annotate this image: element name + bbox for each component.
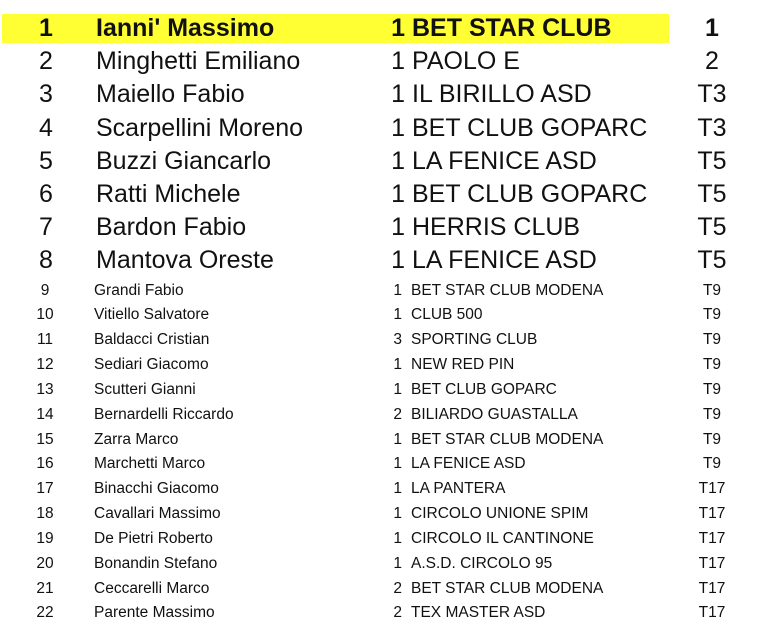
player-name-cell: Binacchi Giacomo xyxy=(94,480,219,498)
club-name-cell: BET STAR CLUB MODENA xyxy=(411,579,604,597)
table-row xyxy=(0,451,767,476)
position-cell: 21 xyxy=(36,579,54,597)
table-row xyxy=(0,78,767,111)
result-cell: T9 xyxy=(702,430,722,448)
table-row xyxy=(0,112,767,145)
number-cell: 1 xyxy=(391,113,405,142)
position-cell: 18 xyxy=(36,505,54,523)
player-name-cell: Scarpellini Moreno xyxy=(96,113,304,142)
club-name-cell: HERRIS CLUB xyxy=(412,213,581,242)
result-cell: T17 xyxy=(698,480,726,498)
table-row xyxy=(0,352,767,377)
result-cell: 1 xyxy=(705,14,719,42)
club-name-cell: BET CLUB GOPARC xyxy=(411,380,557,398)
club-name-cell: BET CLUB GOPARC xyxy=(412,179,648,208)
table-row xyxy=(0,476,767,501)
result-cell: T9 xyxy=(702,380,722,398)
position-cell: 6 xyxy=(39,179,53,208)
number-cell: 1 xyxy=(393,281,402,299)
club-name-cell: LA PANTERA xyxy=(411,480,506,498)
table-row xyxy=(0,377,767,402)
player-name-cell: Scutteri Gianni xyxy=(94,380,196,398)
position-cell: 16 xyxy=(36,455,54,473)
player-name-cell: Minghetti Emiliano xyxy=(96,47,301,76)
position-cell: 4 xyxy=(39,113,53,142)
table-row xyxy=(0,576,767,601)
player-name-cell: Mantova Oreste xyxy=(96,246,274,275)
number-cell: 1 xyxy=(391,246,405,275)
table-row xyxy=(0,501,767,526)
club-name-cell: BET CLUB GOPARC xyxy=(412,113,648,142)
ranking-table xyxy=(0,12,767,625)
club-name-cell: BET STAR CLUB MODENA xyxy=(411,430,604,448)
number-cell: 1 xyxy=(391,14,405,42)
club-name-cell: LA FENICE ASD xyxy=(412,146,597,175)
table-row xyxy=(0,327,767,352)
result-cell: T5 xyxy=(697,246,727,275)
result-cell: T17 xyxy=(698,579,726,597)
table-row xyxy=(0,427,767,452)
club-name-cell: LA FENICE ASD xyxy=(411,455,526,473)
table-row xyxy=(0,302,767,327)
club-name-cell: NEW RED PIN xyxy=(411,356,515,374)
number-cell: 1 xyxy=(391,213,405,242)
position-cell: 8 xyxy=(39,246,53,275)
result-cell: T17 xyxy=(698,554,726,572)
result-cell: T5 xyxy=(697,213,727,242)
club-name-cell: CIRCOLO UNIONE SPIM xyxy=(411,505,589,523)
number-cell: 1 xyxy=(393,480,402,498)
player-name-cell: Bardon Fabio xyxy=(96,213,247,242)
table-row xyxy=(0,551,767,576)
club-name-cell: SPORTING CLUB xyxy=(411,331,538,349)
number-cell: 2 xyxy=(393,579,402,597)
result-cell: T17 xyxy=(698,529,726,547)
player-name-cell: De Pietri Roberto xyxy=(94,529,213,547)
player-name-cell: Bernardelli Riccardo xyxy=(94,405,234,423)
result-cell: T9 xyxy=(702,281,722,299)
club-name-cell: CLUB 500 xyxy=(411,306,483,324)
table-row xyxy=(0,145,767,178)
table-row xyxy=(0,45,767,78)
position-cell: 13 xyxy=(36,380,54,398)
position-cell: 12 xyxy=(36,356,54,374)
result-cell: T9 xyxy=(702,356,722,374)
player-name-cell: Maiello Fabio xyxy=(96,80,245,109)
result-cell: T3 xyxy=(697,80,727,109)
player-name-cell: Ratti Michele xyxy=(96,179,241,208)
club-name-cell: BET STAR CLUB xyxy=(412,14,612,42)
player-name-cell: Ianni' Massimo xyxy=(96,14,275,42)
number-cell: 1 xyxy=(393,529,402,547)
table-row xyxy=(0,526,767,551)
player-name-cell: Bonandin Stefano xyxy=(94,554,218,572)
position-cell: 22 xyxy=(36,604,54,622)
result-cell: T17 xyxy=(698,604,726,622)
result-cell: 2 xyxy=(705,47,719,76)
result-cell: T5 xyxy=(697,146,727,175)
player-name-cell: Vitiello Salvatore xyxy=(94,306,210,324)
position-cell: 14 xyxy=(36,405,54,423)
number-cell: 1 xyxy=(393,455,402,473)
position-cell: 3 xyxy=(39,80,53,109)
player-name-cell: Ceccarelli Marco xyxy=(94,579,210,597)
player-name-cell: Grandi Fabio xyxy=(94,281,184,299)
club-name-cell: BET STAR CLUB MODENA xyxy=(411,281,604,299)
table-row xyxy=(0,278,767,303)
club-name-cell: IL BIRILLO ASD xyxy=(412,80,592,109)
result-cell: T9 xyxy=(702,405,722,423)
number-cell: 1 xyxy=(391,146,405,175)
position-cell: 2 xyxy=(39,47,53,76)
position-cell: 17 xyxy=(36,480,54,498)
position-cell: 7 xyxy=(39,213,53,242)
player-name-cell: Buzzi Giancarlo xyxy=(96,146,272,175)
player-name-cell: Sediari Giacomo xyxy=(94,356,209,374)
position-cell: 9 xyxy=(40,281,50,299)
result-cell: T9 xyxy=(702,306,722,324)
position-cell: 15 xyxy=(36,430,54,448)
club-name-cell: A.S.D. CIRCOLO 95 xyxy=(411,554,553,572)
position-cell: 19 xyxy=(36,529,54,547)
position-cell: 5 xyxy=(39,146,53,175)
player-name-cell: Parente Massimo xyxy=(94,604,215,622)
number-cell: 1 xyxy=(393,554,402,572)
table-row xyxy=(0,402,767,427)
player-name-cell: Zarra Marco xyxy=(94,430,179,448)
table-row xyxy=(0,211,767,244)
club-name-cell: LA FENICE ASD xyxy=(412,246,597,275)
number-cell: 1 xyxy=(393,380,402,398)
number-cell: 1 xyxy=(391,80,405,109)
table-row xyxy=(0,600,767,625)
player-name-cell: Cavallari Massimo xyxy=(94,505,221,523)
table-row xyxy=(0,244,767,277)
result-cell: T3 xyxy=(697,113,727,142)
result-cell: T9 xyxy=(702,455,722,473)
number-cell: 3 xyxy=(393,331,402,349)
position-cell: 10 xyxy=(36,306,54,324)
table-row xyxy=(0,178,767,211)
number-cell: 1 xyxy=(393,430,402,448)
number-cell: 1 xyxy=(393,356,402,374)
result-cell: T5 xyxy=(697,179,727,208)
table-row-highlighted xyxy=(0,12,767,45)
club-name-cell: CIRCOLO IL CANTINONE xyxy=(411,529,594,547)
number-cell: 2 xyxy=(393,405,402,423)
number-cell: 1 xyxy=(393,505,402,523)
player-name-cell: Marchetti Marco xyxy=(94,455,206,473)
number-cell: 1 xyxy=(391,179,405,208)
position-cell: 1 xyxy=(39,14,53,42)
number-cell: 1 xyxy=(393,306,402,324)
number-cell: 2 xyxy=(393,604,402,622)
player-name-cell: Baldacci Cristian xyxy=(94,331,210,349)
position-cell: 20 xyxy=(36,554,54,572)
result-cell: T17 xyxy=(698,505,726,523)
club-name-cell: BILIARDO GUASTALLA xyxy=(411,405,578,423)
position-cell: 11 xyxy=(36,331,54,349)
result-cell: T9 xyxy=(702,331,722,349)
number-cell: 1 xyxy=(391,47,405,76)
club-name-cell: PAOLO E xyxy=(412,47,520,76)
club-name-cell: TEX MASTER ASD xyxy=(411,604,546,622)
